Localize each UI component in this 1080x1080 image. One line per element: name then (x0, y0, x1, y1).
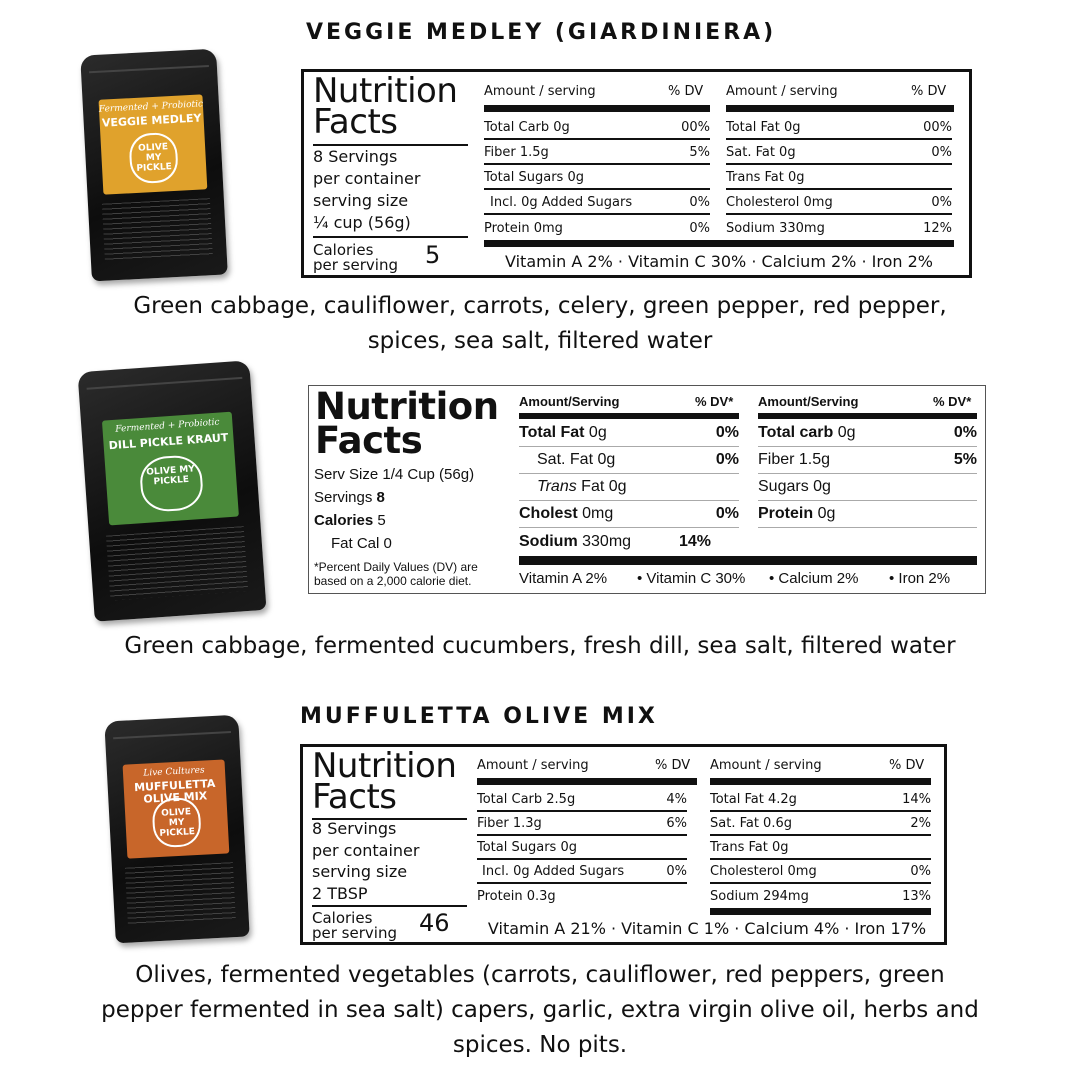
bag-tagline: Live Cultures (143, 765, 205, 779)
dv-header: % DV (911, 84, 947, 99)
label-heading: Nutrition Facts (315, 385, 499, 462)
bag-tagline: Fermented + Probiotic (115, 417, 220, 435)
calories: Calories 5 (314, 512, 386, 529)
bag-tagline: Fermented + Probiotic (98, 99, 204, 115)
calcium: • Calcium 2% (769, 570, 859, 587)
bag-fine-print (106, 526, 248, 600)
brand-logo: OLIVE MY PICKLE (128, 132, 179, 184)
column-header: Amount / serving (484, 84, 596, 99)
bag-product-name: MUFFULETTA OLIVE MIX (133, 777, 216, 806)
nutrient-row: Sat. Fat 0.6g 2% (710, 812, 931, 836)
calories-value: 5 (425, 241, 441, 269)
nutrient-row: Total Carb 2.5g 4% (477, 788, 687, 812)
nutrient-row: Sodium 330mg 14% (519, 532, 712, 550)
serving-size: Serv Size 1/4 Cup (56g) (314, 466, 475, 483)
nutrient-row: Protein 0mg 0% (484, 220, 710, 236)
nutrient-row: Incl. 0g Added Sugars 0% (477, 860, 687, 884)
fat-calories: Fat Cal 0 (331, 535, 392, 552)
product-bag-image (77, 360, 266, 621)
iron: • Iron 2% (889, 570, 951, 587)
bag-fine-print (125, 862, 235, 925)
product-bag-image (80, 49, 228, 282)
dv-header: % DV* (933, 394, 972, 409)
ingredients-text: Olives, fermented vegetables (carrots, cauliflower, red peppers, green pepper fermented in sea salt) capers, garlic, extra virgin olive oil, herbs and spices. No pits. (101, 962, 979, 1058)
serving-size: serving size 2 TBSP (312, 862, 408, 903)
calories-label: Calories per serving (313, 241, 398, 274)
vitamins-line: Vitamin A 21% · Vitamin C 1% · Calcium 4% · Iron 17% (487, 919, 927, 938)
vitamin-c: • Vitamin C 30% (637, 570, 746, 587)
dv-header: % DV* (695, 394, 734, 409)
nutrient-row: Cholesterol 0mg 0% (710, 860, 931, 884)
nutrition-facts-label (308, 385, 986, 594)
nutrient-row: Total carb 0g 0% (758, 420, 977, 447)
nutrient-row: Trans Fat 0g (519, 474, 739, 501)
product-title: MUFFULETTA OLIVE MIX (300, 704, 658, 729)
nutrient-row: Protein 0.3g (477, 888, 556, 904)
nutrient-row: Total Sugars 0g (477, 836, 687, 860)
dv-header: % DV (889, 758, 925, 773)
nutrient-row: Fiber 1.5g 5% (758, 447, 977, 474)
nutrient-row: Sodium 330mg 12% (726, 220, 952, 236)
bag-product-name: DILL PICKLE KRAUT (108, 430, 229, 453)
nutrient-row: Total Fat 4.2g 14% (710, 788, 931, 812)
dv-header: % DV (668, 84, 704, 99)
servings: Servings 8 (314, 489, 385, 506)
servings-per-container: 8 Servings per container (313, 147, 421, 188)
serving-size: serving size ¼ cup (56g) (313, 191, 411, 232)
servings-per-container: 8 Servings per container (312, 819, 420, 860)
calories-value: 46 (419, 909, 450, 937)
nutrition-facts-label (301, 69, 972, 278)
label-heading: Nutrition Facts (312, 746, 457, 817)
nutrient-row: Total Sugars 0g (484, 166, 710, 190)
brand-logo: OLIVE MY PICKLE (151, 797, 202, 848)
dv-header: % DV (655, 758, 691, 773)
nutrient-row: Sat. Fat 0g 0% (726, 141, 952, 165)
vitamin-a: Vitamin A 2% (519, 570, 608, 587)
nutrient-row: Trans Fat 0g (710, 836, 931, 860)
nutrient-row: Cholest 0mg 0% (519, 501, 739, 528)
ingredients-text: Green cabbage, fermented cucumbers, fresh dill, sea salt, filtered water (124, 633, 956, 659)
column-header: Amount / serving (726, 84, 838, 99)
bag-product-name: VEGGIE MEDLEY (101, 111, 202, 130)
nutrition-facts-label (300, 744, 947, 945)
nutrient-row: Cholesterol 0mg 0% (726, 191, 952, 215)
column-header: Amount / serving (477, 758, 589, 773)
nutrient-row: Sat. Fat 0g 0% (519, 447, 739, 474)
vitamins-line: Vitamin A 2% · Vitamin C 30% · Calcium 2% · Iron 2% (505, 252, 933, 271)
brand-logo: OLIVE MY PICKLE (139, 454, 205, 513)
nutrient-row: Sodium 294mg 13% (710, 888, 931, 904)
product-bag-image (104, 715, 249, 944)
ingredients-text: Green cabbage, cauliflower, carrots, celery, green pepper, red pepper, spices, sea salt, filtered water (133, 293, 947, 354)
nutrient-row: Incl. 0g Added Sugars 0% (484, 191, 710, 215)
nutrient-row: Total Fat 0g 00% (726, 116, 952, 140)
bag-fine-print (102, 198, 214, 262)
product-title: VEGGIE MEDLEY (GIARDINIERA) (306, 20, 777, 45)
nutrient-row: Protein 0g (758, 501, 977, 528)
label-heading: Nutrition Facts (313, 71, 458, 142)
nutrient-row: Total Carb 0g 00% (484, 116, 710, 140)
nutrient-row: Fiber 1.5g 5% (484, 141, 710, 165)
calories-label: Calories per serving (312, 909, 397, 942)
column-header: Amount/Serving (758, 394, 859, 409)
nutrient-row: Fiber 1.3g 6% (477, 812, 687, 836)
nutrient-row: Trans Fat 0g (726, 166, 952, 190)
nutrient-row: Total Fat 0g 0% (519, 420, 739, 447)
column-header: Amount / serving (710, 758, 822, 773)
nutrient-row: Sugars 0g (758, 474, 977, 501)
column-header: Amount/Serving (519, 394, 620, 409)
dv-footnote: *Percent Daily Values (DV) are based on a 2,000 calorie diet. (314, 560, 478, 588)
